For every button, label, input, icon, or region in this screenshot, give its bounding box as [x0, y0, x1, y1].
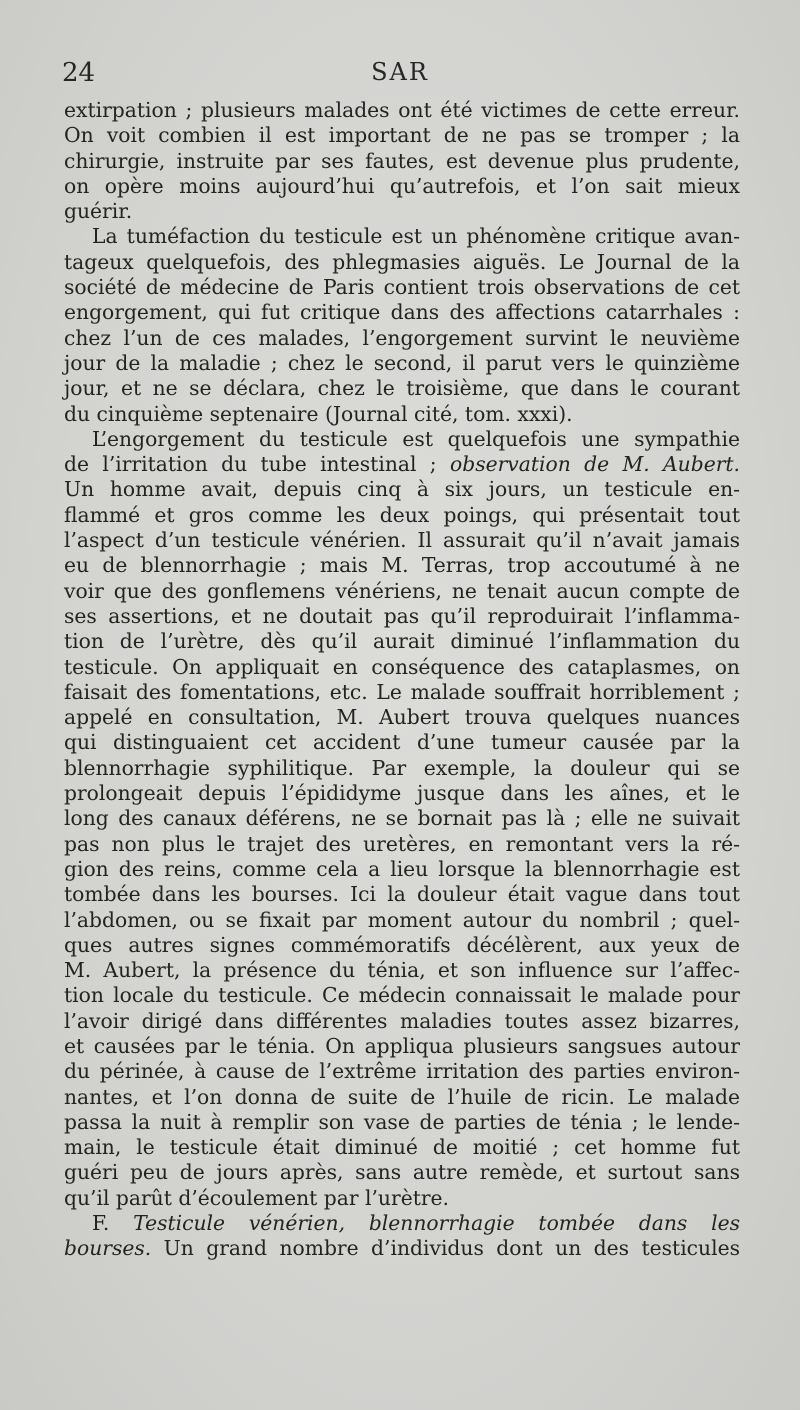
- text-segment: Un grand nombre d’individus dont un des testicules: [163, 1236, 740, 1261]
- text-line: main, le testicule était diminué de moitié ; cet homme fut: [64, 1135, 740, 1160]
- text-line: passa la nuit à remplir son vase de parties de ténia ; le lende-: [64, 1109, 740, 1134]
- text-line: eu de blennorrhagie ; mais M. Terras, trop accoutumé à ne: [64, 553, 740, 578]
- text-line: appelé en consultation, M. Aubert trouva quelques nuances: [64, 705, 740, 730]
- text-line: guérir.: [64, 199, 133, 224]
- paragraph-3: [64, 427, 740, 1211]
- text-line: prolongeait depuis l’épididyme jusque dans les aînes, et le: [64, 781, 740, 806]
- text-line: on opère moins aujourd’hui qu’autrefois, et l’on sait mieux: [64, 173, 740, 198]
- paragraph-2: [64, 224, 740, 426]
- text-line: nantes, et l’on donna de suite de l’huile de ricin. Le malade: [64, 1084, 740, 1109]
- text-line: qu’il parût d’écoulement par l’urètre.: [64, 1185, 449, 1210]
- body-text: [64, 98, 740, 1262]
- text-line: L’engorgement du testicule est quelquefois une sympathie: [92, 426, 740, 451]
- italic-heading-continued: bourses.: [64, 1236, 152, 1261]
- italic-reference: observation de M. Aubert.: [450, 452, 740, 477]
- text-line: On voit combien il est important de ne pas se tromper ; la: [64, 123, 740, 148]
- text-line: tion de l’urètre, dès qu’il aurait diminué l’inflammation du: [64, 629, 740, 654]
- text-line: voir que des gonflemens vénériens, ne tenait aucun compte de: [64, 578, 740, 603]
- text-line: ses assertions, et ne doutait pas qu’il reproduirait l’inflamma-: [64, 603, 740, 628]
- text-line: [64, 452, 740, 477]
- section-letter: F.: [92, 1211, 110, 1236]
- text-line: l’aspect d’un testicule vénérien. Il assurait qu’il n’avait jamais: [64, 528, 740, 553]
- text-line: flammé et gros comme les deux poings, qui présentait tout: [64, 502, 740, 527]
- text-line: tageux quelquefois, des phlegmasies aiguës. Le Journal de la: [64, 249, 740, 274]
- paragraph-1: [64, 98, 740, 224]
- text-line: [64, 1211, 740, 1236]
- text-line: chirurgie, instruite par ses fautes, est devenue plus prudente,: [64, 148, 740, 173]
- text-line: l’abdomen, ou se fixait par moment autour du nombril ; quel-: [64, 907, 740, 932]
- page-header: [62, 58, 738, 94]
- text-line: faisait des fomentations, etc. Le malade souffrait horriblement ;: [64, 679, 740, 704]
- text-line: guéri peu de jours après, sans autre remède, et surtout sans: [64, 1160, 740, 1185]
- running-head: SAR: [371, 58, 429, 86]
- text-line: et causées par le ténia. On appliqua plusieurs sangsues autour: [64, 1033, 740, 1058]
- text-segment: de l’irritation du tube intestinal ;: [64, 452, 437, 477]
- text-line: extirpation ; plusieurs malades ont été victimes de cette erreur.: [64, 98, 740, 122]
- text-line: chez l’un de ces malades, l’engorgement survint le neuvième: [64, 325, 740, 350]
- text-line: Un homme avait, depuis cinq à six jours, un testicule en-: [64, 477, 740, 502]
- text-line: tion locale du testicule. Ce médecin connaissait le malade pour: [64, 983, 740, 1008]
- paragraph-4: [64, 1211, 740, 1262]
- text-line: engorgement, qui fut critique dans des affections catarrhales :: [64, 300, 740, 325]
- text-line: société de médecine de Paris contient trois observations de cet: [64, 275, 740, 300]
- text-line: La tuméfaction du testicule est un phénomène critique avan-: [92, 224, 740, 249]
- text-line: M. Aubert, la présence du ténia, et son influence sur l’affec-: [64, 958, 740, 983]
- text-line: l’avoir dirigé dans différentes maladies toutes assez bizarres,: [64, 1008, 740, 1033]
- text-line: testicule. On appliquait en conséquence des cataplasmes, on: [64, 654, 740, 679]
- italic-heading: Testicule vénérien, blennorrhagie tombée dans les: [133, 1211, 740, 1236]
- page-number: 24: [62, 58, 96, 88]
- text-line: [64, 1236, 740, 1261]
- text-line: tombée dans les bourses. Ici la douleur était vague dans tout: [64, 882, 740, 907]
- text-line: jour de la maladie ; chez le second, il parut vers le quinzième: [64, 350, 740, 375]
- text-line: qui distinguaient cet accident d’une tumeur causée par la: [64, 730, 740, 755]
- text-line: du périnée, à cause de l’extrême irritation des parties environ-: [64, 1059, 740, 1084]
- text-line: gion des reins, comme cela a lieu lorsque la blennorrhagie est: [64, 856, 740, 881]
- text-line: du cinquième septenaire (Journal cité, tom. xxxi).: [64, 401, 573, 426]
- text-line: blennorrhagie syphilitique. Par exemple, la douleur qui se: [64, 755, 740, 780]
- text-line: long des canaux déférens, ne se bornait pas là ; elle ne suivait: [64, 806, 740, 831]
- text-line: pas non plus le trajet des uretères, en remontant vers la ré-: [64, 831, 740, 856]
- text-line: jour, et ne se déclara, chez le troisième, que dans le courant: [64, 376, 740, 401]
- text-line: ques autres signes commémoratifs décélèrent, aux yeux de: [64, 932, 740, 957]
